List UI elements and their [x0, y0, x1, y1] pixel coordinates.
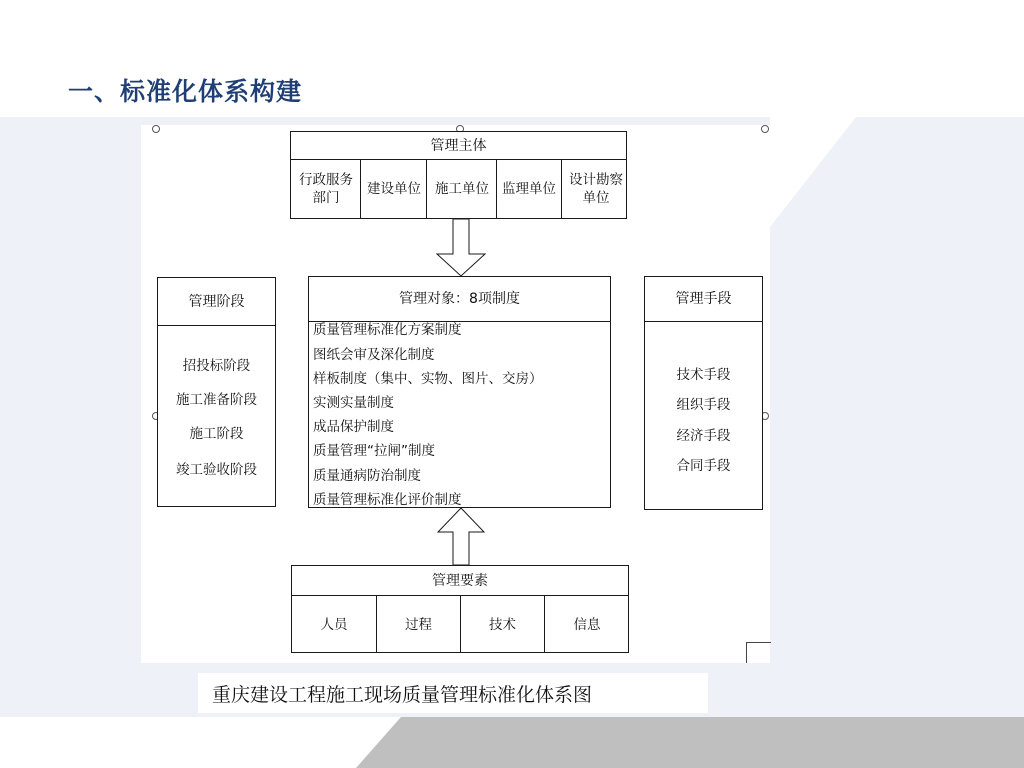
subject-cell: 设计勘察单位: [569, 172, 623, 206]
means-item: 技术手段: [676, 367, 731, 383]
means-header: 管理手段: [675, 291, 732, 307]
arrow-up: [438, 508, 484, 565]
object-box: [308, 276, 611, 508]
elements-header: 管理要素: [432, 572, 488, 589]
element-cell: 技术: [489, 616, 516, 633]
subject-cell: 建设单位: [367, 181, 421, 197]
object-item: 质量通病防治制度: [313, 468, 421, 484]
stage-item: 施工阶段: [189, 426, 244, 442]
subject-cell: 监理单位: [502, 181, 556, 197]
arrow-down: [437, 219, 485, 276]
means-box: [644, 276, 763, 510]
stage-item: 竣工验收阶段: [176, 462, 257, 478]
object-item: 质量管理“拉闸”制度: [313, 443, 435, 459]
means-item: 合同手段: [676, 458, 731, 474]
object-item: 质量管理标准化方案制度: [313, 322, 462, 338]
elements-box: [291, 565, 629, 653]
crop-mark: [746, 642, 771, 663]
means-item: 组织手段: [676, 397, 731, 413]
subject-cell: 施工单位: [435, 181, 489, 197]
element-cell: 人员: [320, 616, 348, 633]
element-cell: 信息: [573, 616, 601, 633]
slide-title: 一、标准化体系构建: [68, 77, 303, 106]
object-item: 成品保护制度: [313, 419, 394, 435]
subject-box: [290, 131, 627, 219]
means-item: 经济手段: [676, 428, 731, 444]
element-cell: 过程: [405, 616, 432, 633]
stages-box: [157, 277, 276, 507]
subject-cell: 行政服务部门: [299, 172, 353, 206]
object-header: 管理对象：8项制度: [399, 291, 520, 307]
object-item: 图纸会审及深化制度: [313, 347, 435, 363]
subject-header: 管理主体: [430, 137, 487, 154]
stages-header: 管理阶段: [188, 293, 245, 310]
diagram-caption: 重庆建设工程施工现场质量管理标准化体系图: [198, 673, 708, 713]
stage-item: 施工准备阶段: [176, 392, 257, 408]
object-item: 样板制度（集中、实物、图片、交房）: [313, 371, 543, 387]
object-item: 质量管理标准化评价制度: [313, 492, 462, 508]
stage-item: 招投标阶段: [182, 358, 251, 374]
object-item: 实测实量制度: [313, 395, 394, 411]
